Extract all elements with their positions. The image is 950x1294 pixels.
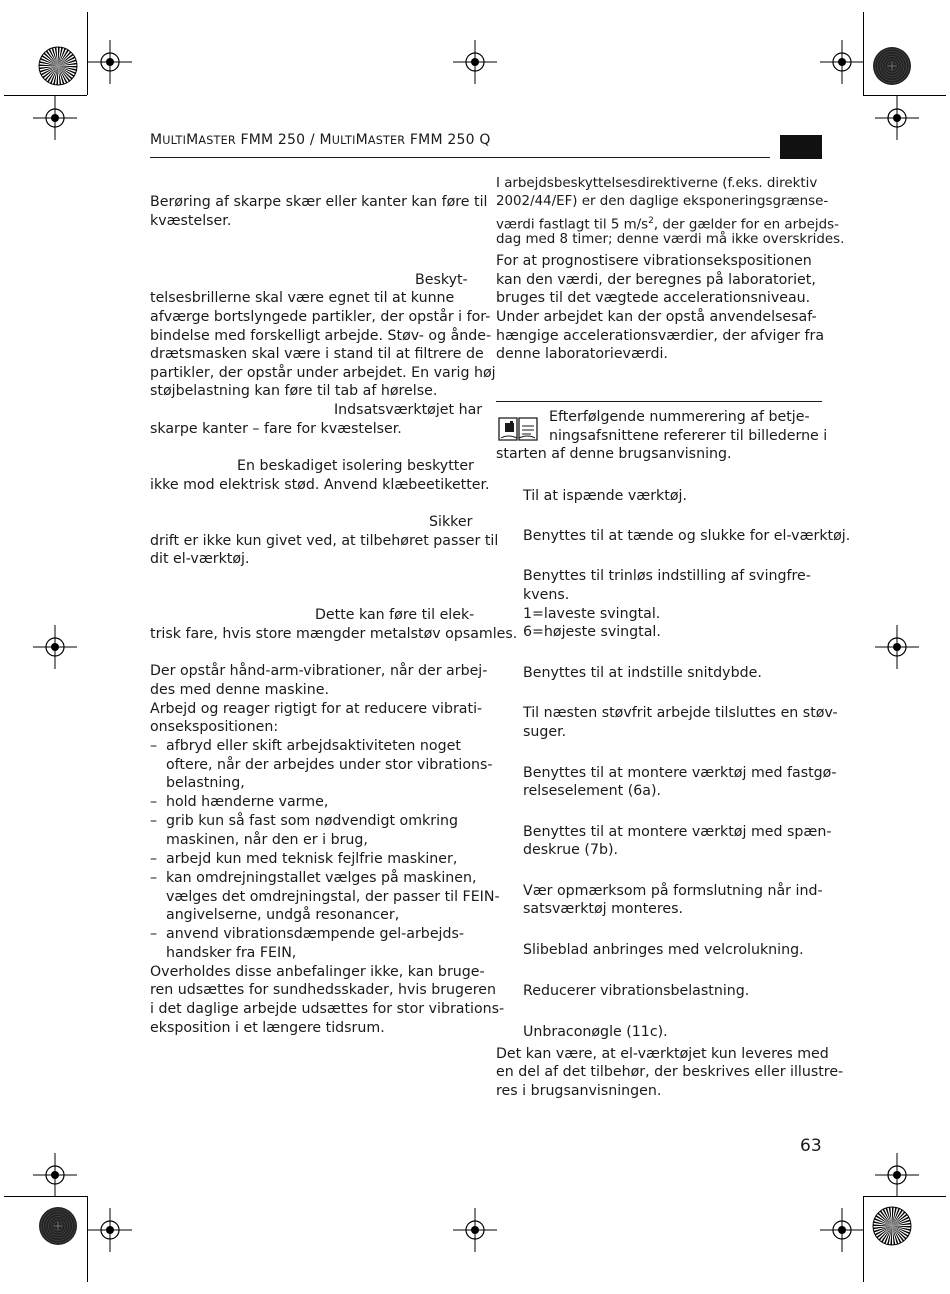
text-line: støjbelastning kan føre til tab af hørelse. (150, 383, 438, 399)
list-dash: – (150, 738, 158, 754)
list-item: kan omdrejningstallet vælges på maskinen, (166, 870, 477, 886)
crop-line (863, 1196, 864, 1282)
text-line: Sikker (429, 514, 473, 530)
text-line: I arbejdsbeskyttelsesdirektiverne (f.eks. direktiv (496, 176, 818, 191)
crop-line (4, 1196, 87, 1197)
registration-starburst (38, 46, 78, 86)
list-dash: – (150, 794, 158, 810)
text-line: Dette kan føre til elek- (315, 607, 475, 623)
page-number: 63 (800, 1136, 822, 1156)
list-dash: – (150, 870, 158, 886)
section-rule (496, 401, 822, 402)
list-item: 1=laveste svingtal. (523, 606, 661, 622)
list-item: handsker fra FEIN, (166, 945, 297, 961)
list-item: relseselement (6a). (523, 783, 662, 799)
manual-book-icon (497, 412, 539, 442)
list-item: maskinen, når den er i brug, (166, 832, 368, 848)
crop-line (863, 1196, 946, 1197)
header-title-part: FMM 250 / M (235, 132, 332, 148)
registration-crosshair (820, 40, 864, 84)
list-item: afbryd eller skift arbejdsaktiviteten noget (166, 738, 461, 754)
registration-crosshair (875, 96, 919, 140)
registration-disc (872, 46, 912, 86)
crop-line (863, 95, 946, 96)
text-line: partikler, der opstår under arbejdet. En varig høj (150, 365, 496, 381)
text-line: For at prognostisere vibrationsekspositionen (496, 253, 812, 269)
text-line: Beskyt- (415, 272, 468, 288)
text-line: skarpe kanter – fare for kvæstelser. (150, 421, 402, 437)
list-item: 6=højeste svingtal. (523, 624, 661, 640)
list-item: Benyttes til at indstille snitdybde. (523, 665, 762, 681)
text-line: res i brugsanvisningen. (496, 1083, 662, 1099)
registration-crosshair (453, 1208, 497, 1252)
text-line: telsesbrillerne skal være egnet til at kunne (150, 290, 455, 306)
header-title-part: ASTER (367, 134, 406, 147)
superscript: 2 (648, 216, 654, 226)
text-line: Indsatsværktøjet har (334, 402, 483, 418)
text-line: trisk fare, hvis store mængder metalstøv opsamles. (150, 626, 518, 642)
crop-line (87, 1196, 88, 1282)
registration-crosshair (875, 1153, 919, 1197)
list-item: hold hænderne varme, (166, 794, 329, 810)
text-line: 2002/44/EF) er den daglige eksponeringsgrænse- (496, 194, 829, 209)
header-title-part: ULTI (162, 134, 187, 147)
text-line: ren udsættes for sundhedsskader, hvis brugeren (150, 982, 497, 998)
list-item: Vær opmærksom på formslutning når ind- (523, 883, 823, 899)
running-header (150, 132, 491, 148)
text-line: i det daglige arbejde udsættes for stor vibrations- (150, 1001, 505, 1017)
list-dash: – (150, 926, 158, 942)
text-line: Overholdes disse anbefalinger ikke, kan bruge- (150, 964, 485, 980)
list-item: Til næsten støvfrit arbejde tilsluttes en støv- (523, 705, 838, 721)
header-title-part: M (150, 132, 163, 148)
text-line: drætsmasken skal være i stand til at filtrere de (150, 346, 484, 362)
header-title-part: ASTER (198, 134, 236, 147)
text-line: kan den værdi, der beregnes på laboratoriet, (496, 272, 816, 288)
text-line: Der opstår hånd-arm-vibrationer, når der arbej- (150, 663, 488, 679)
list-item: arbejd kun med teknisk fejlfrie maskiner, (166, 851, 458, 867)
text-line: ningsafsnittene refererer til billederne i (549, 428, 828, 444)
text-span: værdi fastlagt til 5 m/s (496, 217, 649, 233)
crop-line (87, 12, 88, 95)
list-item: Slibeblad anbringes med velcrolukning. (523, 942, 804, 958)
list-dash: – (150, 813, 158, 829)
text-line: ikke mod elektrisk stød. Anvend klæbeetiketter. (150, 477, 490, 493)
text-line: bruges til det vægtede accelerationsniveau. (496, 290, 811, 306)
list-item: Benyttes til at tænde og slukke for el-værktøj. (523, 528, 851, 544)
list-item: Benyttes til at montere værktøj med fastgø- (523, 765, 837, 781)
text-line: eksposition i et længere tidsrum. (150, 1020, 385, 1036)
registration-crosshair (33, 625, 77, 669)
registration-crosshair (453, 40, 497, 84)
header-rule (150, 157, 770, 158)
text-line: Efterfølgende nummerering af betje- (549, 409, 810, 425)
header-title-part: ULTI (331, 134, 356, 147)
registration-crosshair (33, 96, 77, 140)
list-item: grib kun så fast som nødvendigt omkring (166, 813, 459, 829)
text-line: denne laboratorieværdi. (496, 346, 668, 362)
crop-line (863, 12, 864, 95)
list-item: Unbraconøgle (11c). (523, 1024, 668, 1040)
text-span: , der gælder for en arbejds- (653, 217, 839, 233)
list-item: deskrue (7b). (523, 842, 619, 858)
text-line: Arbejd og reager rigtigt for at reducere vibrati- (150, 701, 483, 717)
crop-line (4, 95, 87, 96)
text-line: starten af denne brugsanvisning. (496, 446, 732, 462)
header-title-part: M (186, 132, 199, 148)
text-line: onsekspositionen: (150, 719, 279, 735)
registration-crosshair (88, 40, 132, 84)
header-title-part: M (355, 132, 368, 148)
registration-crosshair (875, 625, 919, 669)
text-line: hængige accelerationsværdier, der afviger fra (496, 328, 825, 344)
text-line: dag med 8 timer; denne værdi må ikke overskrides. (496, 232, 845, 247)
text-line: Berøring af skarpe skær eller kanter kan føre til (150, 194, 488, 210)
text-line: Det kan være, at el-værktøjet kun leveres med (496, 1046, 829, 1062)
list-item: Reducerer vibrationsbelastning. (523, 983, 750, 999)
header-title-part: FMM 250 Q (405, 132, 491, 148)
text-line: drift er ikke kun givet ved, at tilbehøret passer til (150, 533, 499, 549)
text-line: kvæstelser. (150, 213, 232, 229)
registration-crosshair (820, 1208, 864, 1252)
text-line: bindelse med forskelligt arbejde. Støv- og ånde- (150, 328, 492, 344)
text-line: En beskadiget isolering beskytter (237, 458, 474, 474)
list-dash: – (150, 851, 158, 867)
text-line: Under arbejdet kan der opstå anvendelsesaf- (496, 309, 817, 325)
list-item: Benyttes til at montere værktøj med spæn- (523, 824, 832, 840)
list-item: Til at ispænde værktøj. (523, 488, 687, 504)
list-item: satsværktøj monteres. (523, 901, 684, 917)
section-tab-marker (780, 135, 822, 159)
text-line: en del af det tilbehør, der beskrives eller illustre- (496, 1064, 844, 1080)
list-item: vælges det omdrejningstal, der passer til FEIN- (166, 889, 500, 905)
text-line: des med denne maskine. (150, 682, 329, 698)
registration-crosshair (88, 1208, 132, 1252)
list-item: Benyttes til trinløs indstilling af svingfre- (523, 568, 811, 584)
list-item: angivelserne, undgå resonancer, (166, 907, 400, 923)
list-item: belastning, (166, 775, 245, 791)
registration-disc (38, 1206, 78, 1246)
list-item: kvens. (523, 587, 570, 603)
registration-starburst (872, 1206, 912, 1246)
text-line: dit el-værktøj. (150, 551, 250, 567)
registration-crosshair (33, 1153, 77, 1197)
list-item: oftere, når der arbejdes under stor vibrations- (166, 757, 493, 773)
list-item: suger. (523, 724, 567, 740)
text-line: afværge bortslyngede partikler, der opstår i for- (150, 309, 491, 325)
list-item: anvend vibrationsdæmpende gel-arbejds- (166, 926, 464, 942)
